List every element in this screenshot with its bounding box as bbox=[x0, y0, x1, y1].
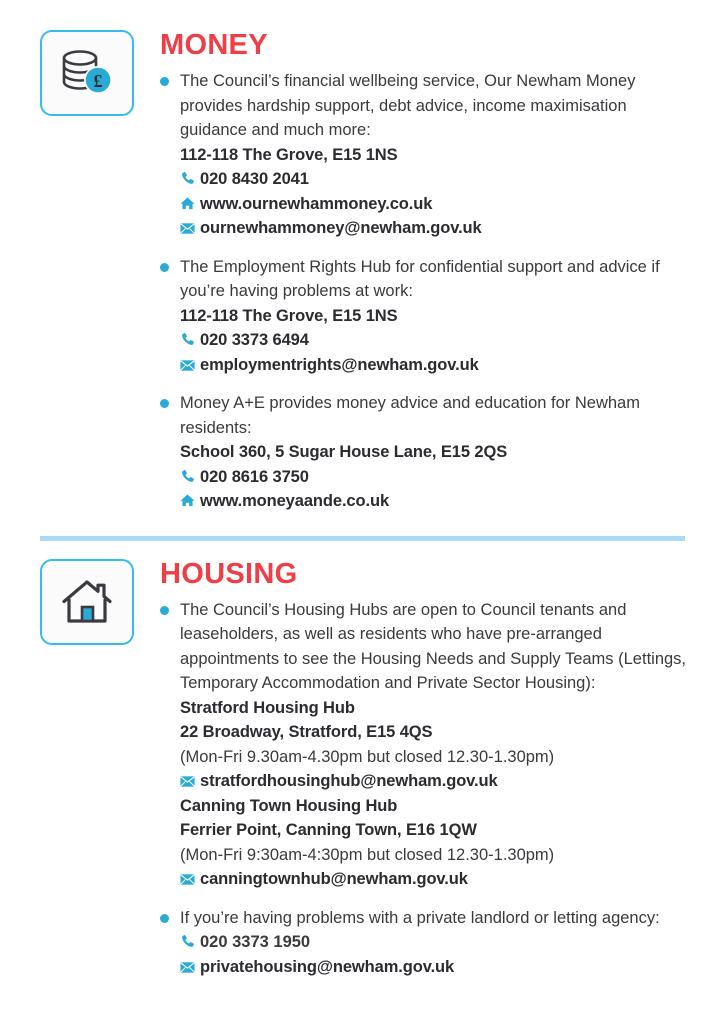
house-icon bbox=[58, 576, 116, 628]
hub-name: Stratford Housing Hub bbox=[180, 698, 355, 717]
list-item bbox=[160, 598, 690, 892]
phone-number: 020 3373 1950 bbox=[200, 933, 311, 951]
website-url: www.moneyaande.co.uk bbox=[200, 492, 390, 510]
website-url: www.ournewhammoney.co.uk bbox=[200, 194, 433, 213]
bullet-line: School 360, 5 Sugar House Lane, E15 2QS bbox=[180, 443, 508, 461]
money-icon-tile bbox=[40, 30, 134, 116]
bullet-line: 112-118 The Grove, E15 1NS bbox=[180, 306, 398, 325]
envelope-icon bbox=[180, 222, 197, 235]
bullet-line: If you’re having problems with a private landlord or letting agency: bbox=[180, 908, 660, 927]
email-address: ournewhammoney@newham.gov.uk bbox=[200, 219, 482, 237]
bullet-text bbox=[180, 255, 690, 378]
email-line bbox=[180, 955, 690, 980]
housing-icon-tile bbox=[40, 559, 134, 645]
phone-line bbox=[180, 933, 310, 951]
bullet-line: The Employment Rights Hub for confidential support and advice if you’re having problems at work: bbox=[180, 257, 660, 300]
hub-hours: (Mon-Fri 9:30am-4:30pm but closed 12.30-1.30pm) bbox=[180, 845, 555, 864]
bullet-text bbox=[180, 391, 690, 514]
section-housing bbox=[0, 541, 720, 980]
envelope-icon bbox=[180, 873, 197, 886]
money-bullet-list bbox=[40, 69, 690, 514]
email-address: employmentrights@newham.gov.uk bbox=[200, 355, 479, 374]
envelope-icon bbox=[180, 775, 197, 788]
phone-line bbox=[180, 465, 690, 490]
hub-name: Canning Town Housing Hub bbox=[180, 796, 398, 815]
hub-address: 22 Broadway, Stratford, E15 4QS bbox=[180, 723, 433, 741]
hub-address: Ferrier Point, Canning Town, E16 1QW bbox=[180, 821, 477, 839]
phone-icon bbox=[180, 171, 197, 186]
envelope-icon bbox=[180, 359, 197, 372]
coins-pound-icon bbox=[58, 47, 116, 99]
bullet-line: The Council’s Housing Hubs are open to Council tenants and leaseholders, as well as residents who have pre-arranged appointments to see the Housing Needs and Supply Teams (Lettings, Temporary Accommodation and Private Sector Housing): bbox=[180, 600, 687, 692]
email-line bbox=[180, 769, 690, 794]
email-address: canningtownhub@newham.gov.uk bbox=[200, 870, 468, 888]
section-money-header bbox=[40, 29, 690, 91]
phone-number: 020 8430 2041 bbox=[200, 170, 309, 188]
section-housing-title: HOUSING bbox=[160, 557, 298, 590]
section-housing-header bbox=[40, 559, 690, 589]
list-item bbox=[160, 255, 690, 378]
website-line bbox=[180, 489, 690, 514]
phone-icon bbox=[180, 332, 197, 347]
email-line bbox=[180, 353, 690, 378]
phone-number: 020 3373 6494 bbox=[200, 331, 309, 349]
phone-icon bbox=[180, 934, 197, 949]
email-address: privatehousing@newham.gov.uk bbox=[200, 957, 455, 976]
website-line bbox=[180, 192, 690, 217]
section-money-title: MONEY bbox=[160, 29, 268, 61]
svg-text:£: £ bbox=[93, 71, 103, 91]
phone-icon bbox=[180, 469, 197, 484]
bullet-text bbox=[180, 906, 690, 980]
bullet-text bbox=[180, 598, 690, 892]
list-item bbox=[160, 391, 690, 514]
list-item bbox=[160, 906, 690, 980]
home-icon bbox=[180, 196, 197, 211]
email-line bbox=[180, 216, 690, 241]
phone-line bbox=[180, 167, 690, 192]
bullet-line: The Council’s financial wellbeing service, Our Newham Money provides hardship support, debt advice, income maximisation guidance and much more: bbox=[180, 72, 636, 139]
email-line bbox=[180, 867, 690, 892]
housing-bullet-list bbox=[40, 598, 690, 980]
bullet-text bbox=[180, 69, 690, 241]
email-address: stratfordhousinghub@newham.gov.uk bbox=[200, 772, 498, 790]
bullet-line: Money A+E provides money advice and education for Newham residents: bbox=[180, 394, 640, 437]
list-item bbox=[160, 69, 690, 241]
home-icon bbox=[180, 493, 197, 508]
phone-number: 020 8616 3750 bbox=[200, 467, 309, 486]
bullet-line: 112-118 The Grove, E15 1NS bbox=[180, 145, 398, 164]
phone-line bbox=[180, 328, 690, 353]
hub-hours: (Mon-Fri 9.30am-4.30pm but closed 12.30-1.30pm) bbox=[180, 747, 555, 766]
envelope-icon bbox=[180, 961, 197, 974]
